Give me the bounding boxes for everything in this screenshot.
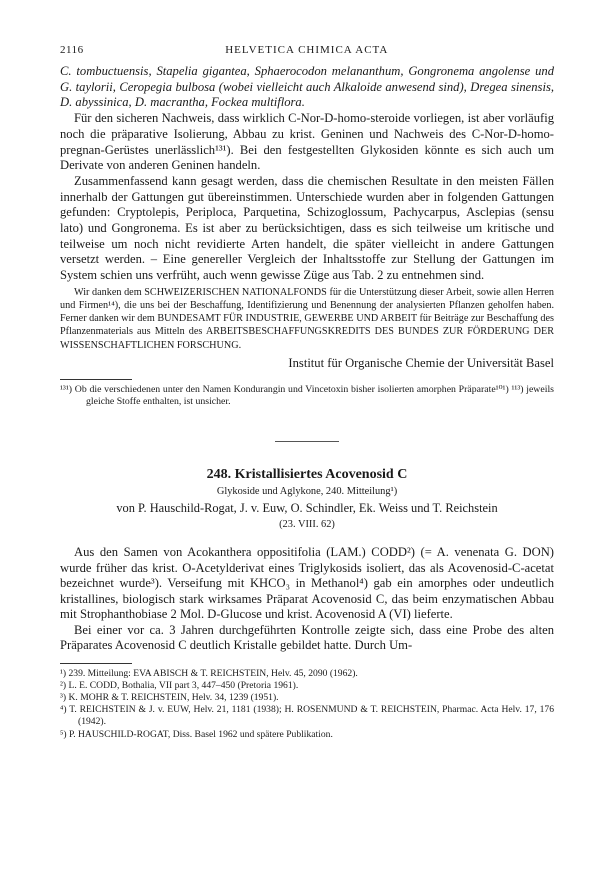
previous-article-text bbox=[60, 64, 554, 284]
footnote-divider bbox=[60, 379, 132, 380]
footnote-5: ⁵) P. HAUSCHILD-ROGAT, Diss. Basel 1962 und spätere Publikation. bbox=[60, 728, 333, 740]
footnote-1: ¹) 239. Mitteilung: EVA ABISCH & T. REICHSTEIN, Helv. 45, 2090 (1962). bbox=[60, 667, 358, 679]
acknowledgement: Wir danken dem SCHWEIZERISCHEN NATIONALFONDS für die Unterstützung dieser Arbeit, sowie allen Herren und Firmen¹⁴), die uns bei der Beschaffung, Identifizierung und Benennung der analysierten Pflanzen geholfen haben. Ferner danken wir dem BUNDESAMT FÜR INDUSTRIE, GEWERBE UND ARBEIT für Beiträge zur Beschaffung des Pflanzenmaterials aus Mitteln des ARBEITSBESCHAFFUNGSKREDITS DES BUNDES ZUR FÖRDERUNG DER WISSENSCHAFTLICHEN FORSCHUNG. bbox=[60, 286, 554, 351]
paragraph-summary: Zusammenfassend kann gesagt werden, dass die chemischen Resultate in den meisten Fällen innerhalb der Gattungen gut übereinstimmen. Unterschiede wurden aber in folgenden Gattungen gefunden: Cryptolepis, Periploca, Parquetina, Schizoglossum, Pachycarpus, Asclepias (sensu lato) und Gongronema. Es ist aber zu berücksichtigen, dass es sich teilweise um kritische und teilweise um noch nicht revidierte Arten handelt, die später vielleicht in andere Gattungen versetzt werden. – Eine genereller Vergleich der Inhaltsstoffe zur Stellung der Gattungen im System schien uns verfrüht, auch wenn gewisse Züge aus Tab. 2 zu entnehmen sind. bbox=[60, 173, 554, 283]
paragraph-evidence: Für den sicheren Nachweis, dass wirklich C-Nor-D-homo-steroide vorliegen, ist aber vorläufig noch die präparative Isolierung, Abbau zu krist. Geninen und Nachweis des C-Nor-D-homo-pregnan-Gerüstes unerlässlich¹³¹). Bei den festgestellten Glykosiden könnte es sich auch um Derivate von anderen Geninen handeln. bbox=[60, 111, 554, 173]
article-footnote-divider bbox=[60, 663, 132, 664]
article-footnotes bbox=[60, 668, 554, 741]
article-paragraph-2: Bei einer vor ca. 3 Jahren durchgeführten Kontrolle zeigte sich, dass eine Probe des alten Präparates Acovenosid C deutlich Kristalle gebildet hatte. Durch Um- bbox=[60, 622, 554, 653]
page-number: 2116 bbox=[60, 44, 84, 56]
paragraph-species: C. tombuctuensis, Stapelia gigantea, Sphaerocodon melananthum, Gongronema angolense und G. taylorii, Ceropegia bulbosa (wobei vielleicht auch Alkaloide anwesend sind), Dregea sinensis, D. abyssinica, D. macrantha, Fockea multiflora. bbox=[60, 64, 554, 110]
article-date: (23. VIII. 62) bbox=[279, 519, 335, 531]
article-body bbox=[60, 545, 554, 654]
institute-affiliation: Institut für Organische Chemie der Universität Basel bbox=[288, 355, 554, 370]
journal-page bbox=[60, 44, 554, 741]
footnote-3: ³) K. MOHR & T. REICHSTEIN, Helv. 34, 1239 (1951). bbox=[60, 691, 279, 703]
article-title: 248. Kristallisiertes Acovenosid C bbox=[206, 467, 408, 483]
article-paragraph-1: Aus den Samen von Acokanthera oppositifolia (LAM.) CODD²) (= A. venenata G. DON) wurde früher das krist. O-Acetylderivat eines Triglykosids isoliert, das als Acovenosid-C-acetat bezeichnet wurde³). Verseifung mit KHCO₃ in Methanol⁴) gab ein amorphes oder undeutlich kristallines, biologisch stark wirksames Präparat Acovenosid C, das beim enzymatischen Abbau mit Strophanthobiase 2 Mol. D-Glucose und krist. Acovenosid A (VI) lieferte. bbox=[60, 545, 554, 622]
journal-title: HELVETICA CHIMICA ACTA bbox=[225, 44, 389, 56]
footnote-4: ⁴) T. REICHSTEIN & J. v. EUW, Helv. 21, 1181 (1938); H. ROSENMUND & T. REICHSTEIN, Pharmac. Acta Helv. 17, 176 (1942). bbox=[60, 704, 554, 728]
footnote-131: ¹³¹) Ob die verschiedenen unter den Namen Kondurangin und Vincetoxin bisher isolierten amorphen Präparate¹⁰¹) ¹¹³) jeweils gleiche Stoffe enthalten, ist unsicher. bbox=[60, 383, 554, 408]
article-authors: von P. Hauschild-Rogat, J. v. Euw, O. Schindler, Ek. Weiss und T. Reichstein bbox=[116, 501, 498, 516]
footnote-2: ²) L. E. CODD, Bothalia, VII part 3, 447–450 (Pretoria 1961). bbox=[60, 679, 299, 691]
article-separator bbox=[275, 441, 339, 442]
article-subtitle: Glykoside und Aglykone, 240. Mitteilung¹) bbox=[216, 486, 398, 498]
running-header bbox=[60, 44, 554, 64]
